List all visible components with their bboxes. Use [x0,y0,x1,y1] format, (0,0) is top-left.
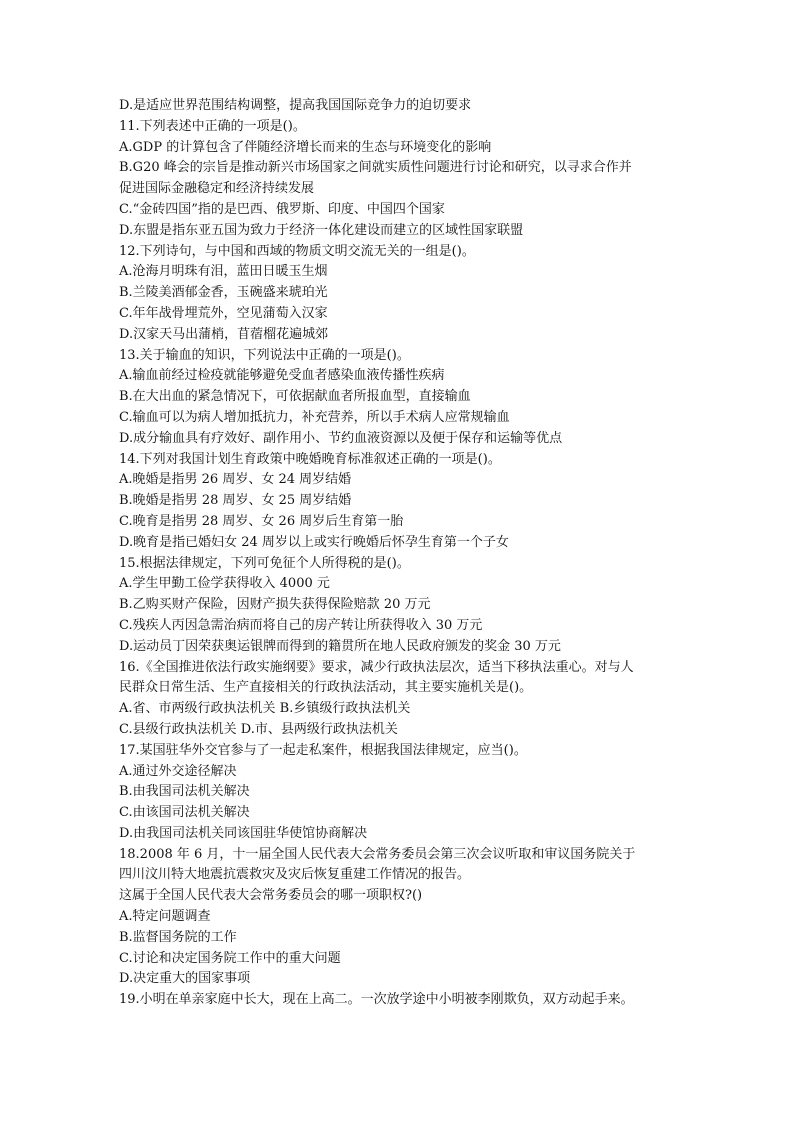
answer-option: C.县级行政执法机关 D.市、县两级行政执法机关 [119,721,398,737]
answer-option: B.监督国务院的工作 [119,929,237,945]
answer-option: C.年年战骨埋荒外，空见蒲萄入汉家 [119,305,328,321]
text-line: 民群众日常生活、生产直接相关的行政执法活动，其主要实施机关是()。 [119,680,533,696]
answer-option: C.讨论和决定国务院工作中的重大问题 [119,950,341,966]
answer-option: D.汉家天马出蒲梢，苜蓿榴花遍城郊 [119,326,329,342]
text-line: 这属于全国人民代表大会常务委员会的哪一项职权?() [119,888,423,904]
question-stem: 16.《全国推进依法行政实施纲要》要求，减少行政执法层次，适当下移执法重心。对与人 [119,659,634,675]
answer-option: B.晚婚是指男 28 周岁、女 25 周岁结婚 [119,493,352,509]
question-stem: 11.下列表述中正确的一项是()。 [119,118,306,134]
answer-option: D.决定重大的国家事项 [119,971,251,987]
question-stem: 14.下列对我国计划生育政策中晚婚晚育标准叙述正确的一项是()。 [119,451,501,467]
answer-option: A.GDP 的计算包含了伴随经济增长而来的生态与环境变化的影响 [119,139,492,155]
answer-option: B.乙购买财产保险，因财产损失获得保险赔款 20 万元 [119,597,431,613]
answer-option: D.由我国司法机关同该国驻华使馆协商解决 [119,825,368,841]
answer-option: D.晚育是指已婚妇女 24 周岁以上或实行晚婚后怀孕生育第一个子女 [119,534,509,550]
question-stem: 17.某国驻华外交官参与了一起走私案件，根据我国法律规定，应当()。 [119,742,527,758]
answer-option: C.由该国司法机关解决 [119,805,250,821]
answer-option: C.输血可以为病人增加抵抗力，补充营养，所以手术病人应常规输血 [119,409,510,425]
answer-option: A.输血前经过检疫就能够避免受血者感染血液传播性疾病 [119,368,445,384]
answer-option: B.由我国司法机关解决 [119,784,250,800]
answer-option: D.东盟是指东亚五国为致力于经济一体化建设而建立的区域性国家联盟 [119,222,524,238]
answer-option: A.晚婚是指男 26 周岁、女 24 周岁结婚 [119,472,352,488]
text-line: 促进国际金融稳定和经济持续发展 [119,181,315,197]
answer-option: B.兰陵美酒郁金香，玉碗盛来琥珀光 [119,285,328,301]
answer-option: A.省、市两级行政执法机关 B.乡镇级行政执法机关 [119,701,411,717]
answer-option: B.在大出血的紧急情况下，可依据献血者所报血型，直接输血 [119,389,471,405]
answer-option: C.残疾人丙因急需治病而将自己的房产转让所获得收入 30 万元 [119,617,483,633]
answer-option: A.沧海月明珠有泪，蓝田日暖玉生烟 [119,264,328,280]
question-stem: 15.根据法律规定，下列可免征个人所得税的是()。 [119,555,410,571]
answer-option: D.运动员丁因荣获奥运银牌而得到的籍贯所在地人民政府颁发的奖金 30 万元 [119,638,561,654]
answer-option: D.成分输血具有疗效好、副作用小、节约血液资源以及便于保存和运输等优点 [119,430,563,446]
answer-option: A.学生甲勤工俭学获得收入 4000 元 [119,576,330,592]
question-stem: 13.关于输血的知识，下列说法中正确的一项是()。 [119,347,410,363]
answer-option: B.G20 峰会的宗旨是推动新兴市场国家之间就实质性问题进行讨论和研究，以寻求合作并 [119,160,632,176]
answer-option: A.特定问题调查 [119,909,211,925]
question-stem: 18.2008 年 6 月，十一届全国人民代表大会常务委员会第三次会议听取和审议国务院关于 [119,846,636,862]
answer-option: C.晚育是指男 28 周岁、女 26 周岁后生育第一胎 [119,513,404,529]
question-stem: 19.小明在单亲家庭中长大，现在上高二。一次放学途中小明被李刚欺负，双方动起手来。 [119,992,634,1008]
answer-option: C.“金砖四国”指的是巴西、俄罗斯、印度、中国四个国家 [119,201,445,217]
text-line: D.是适应世界范围结构调整，提高我国国际竞争力的迫切要求 [119,98,472,113]
document-page [119,96,679,1011]
question-stem: 12.下列诗句，与中国和西域的物质文明交流无关的一组是()。 [119,243,475,259]
text-line: 四川汶川特大地震抗震救灾及灾后恢复重建工作情况的报告。 [119,867,471,883]
answer-option: A.通过外交途径解决 [119,763,237,779]
